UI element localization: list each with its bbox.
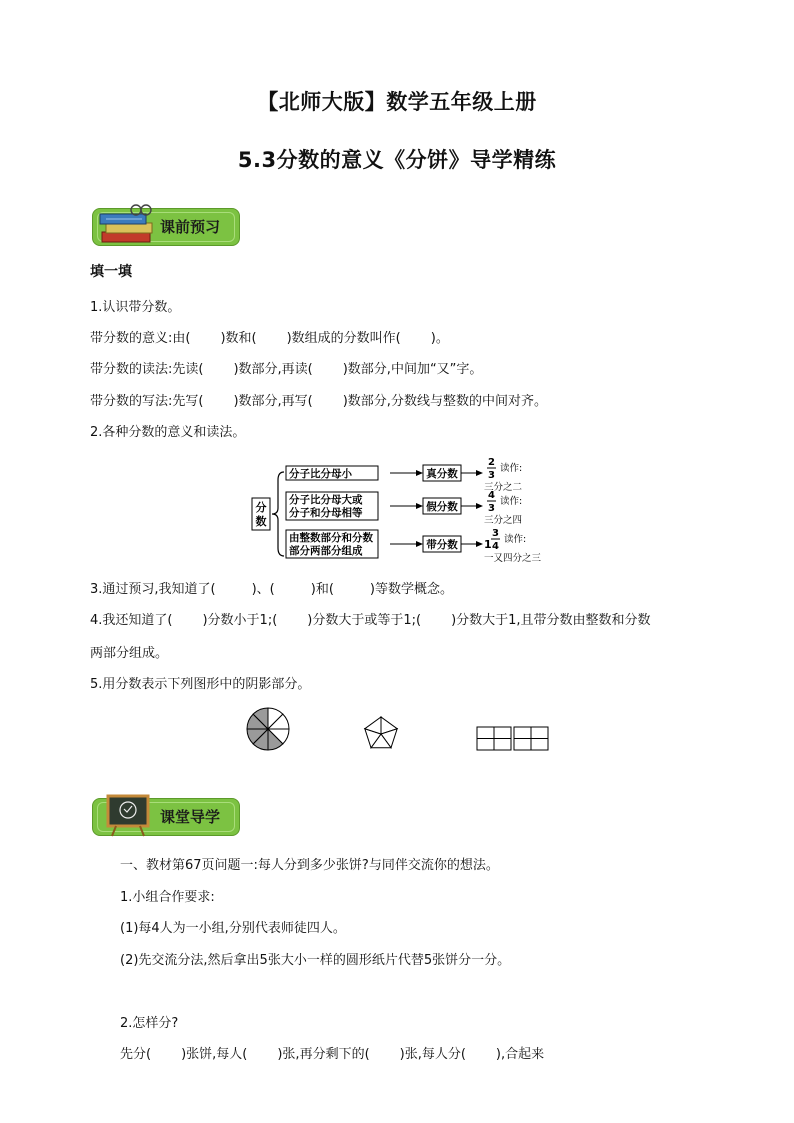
mixed-reading: 带分数的读法:先读( )数部分,再读( )数部分,中间加“又”字。	[90, 362, 483, 377]
requirement-1: (1)每4人为一小组,分别代表师徒四人。	[120, 921, 346, 936]
diagram-row-2	[286, 490, 522, 526]
condition-text: 部分两部分组成	[289, 545, 363, 557]
diagram-row-3	[286, 528, 542, 564]
books-icon	[98, 202, 158, 248]
page-subtitle: 5.3分数的意义《分饼》导学精练	[237, 148, 557, 172]
rectangle-cell	[514, 727, 531, 739]
fraction-type: 真分数	[426, 468, 458, 480]
brace	[272, 472, 284, 556]
fraction-concept-diagram	[250, 457, 560, 574]
rectangle-cell	[494, 739, 511, 751]
rectangle-cell	[514, 739, 531, 751]
read-label: 读作:	[500, 496, 523, 507]
fraction-numerator: 3	[492, 528, 499, 539]
rectangle-cell	[531, 727, 548, 739]
reading-text: 三分之二	[484, 482, 523, 493]
reading-text: 一又四分之三	[484, 553, 542, 564]
fraction-denominator: 3	[488, 470, 495, 481]
rectangle-cell	[477, 727, 494, 739]
requirement-2: (2)先交流分法,然后拿出5张大小一样的圆形纸片代替5张饼分一分。	[120, 953, 511, 968]
fraction-type: 假分数	[426, 501, 458, 513]
condition-text: 分子和分母相等	[289, 507, 363, 519]
root-label-1: 分	[255, 501, 267, 514]
rectangle-cell	[494, 727, 511, 739]
fraction-numerator: 2	[488, 457, 495, 468]
reading-text: 三分之四	[484, 515, 523, 526]
diagram-row-1	[286, 457, 523, 493]
condition-text: 由整数部分和分数	[289, 532, 373, 544]
mixed-meaning: 带分数的意义:由( )数和( )数组成的分数叫作( )。	[90, 331, 449, 346]
question-1: 1.认识带分数。	[90, 300, 181, 315]
question-4-cont: 两部分组成。	[90, 646, 169, 661]
question-5: 5.用分数表示下列图形中的阴影部分。	[90, 677, 311, 692]
fraction-denominator: 4	[492, 541, 499, 552]
section-banner-classroom	[92, 792, 238, 838]
rectangle-cell	[531, 739, 548, 751]
mixed-writing: 带分数的写法:先写( )数部分,再写( )数部分,分数线与整数的中间对齐。	[90, 394, 547, 409]
rectangle-figure	[476, 726, 550, 752]
fraction-denominator: 3	[488, 503, 495, 514]
page-title: 【北师大版】数学五年级上册	[257, 90, 537, 114]
fraction-whole: 1	[484, 538, 492, 551]
classroom-item-2: 2.怎样分?	[120, 1016, 179, 1031]
read-label: 读作:	[500, 463, 523, 474]
fraction-numerator: 4	[488, 490, 495, 501]
group-requirements: 1.小组合作要求:	[120, 890, 215, 905]
banner-label: 课前预习	[160, 218, 221, 236]
root-label-2: 数	[255, 515, 267, 528]
question-4: 4.我还知道了( )分数小于1;( )分数大于或等于1;( )分数大于1,且带分数由整数和分数	[90, 613, 651, 628]
blackboard-icon	[98, 792, 158, 838]
circle-figure	[243, 706, 293, 752]
fill-heading: 填一填	[90, 264, 132, 280]
question-3: 3.通过预习,我知道了( )、( )和( )等数学概念。	[90, 582, 453, 597]
question-2: 2.各种分数的意义和读法。	[90, 425, 246, 440]
read-label: 读作:	[504, 534, 527, 545]
classroom-item-1: 一、教材第67页问题一:每人分到多少张饼?与同伴交流你的想法。	[120, 858, 499, 873]
condition-text: 分子比分母大或	[289, 494, 363, 506]
condition-text: 分子比分母小	[289, 468, 352, 480]
fraction-type: 带分数	[426, 539, 458, 551]
section-banner-preview	[92, 202, 238, 248]
rectangle-cell	[477, 739, 494, 751]
pentagon-figure	[362, 714, 400, 752]
division-steps: 先分( )张饼,每人( )张,再分剩下的( )张,每人分( ),合起来	[120, 1047, 545, 1062]
banner-label: 课堂导学	[160, 808, 221, 826]
